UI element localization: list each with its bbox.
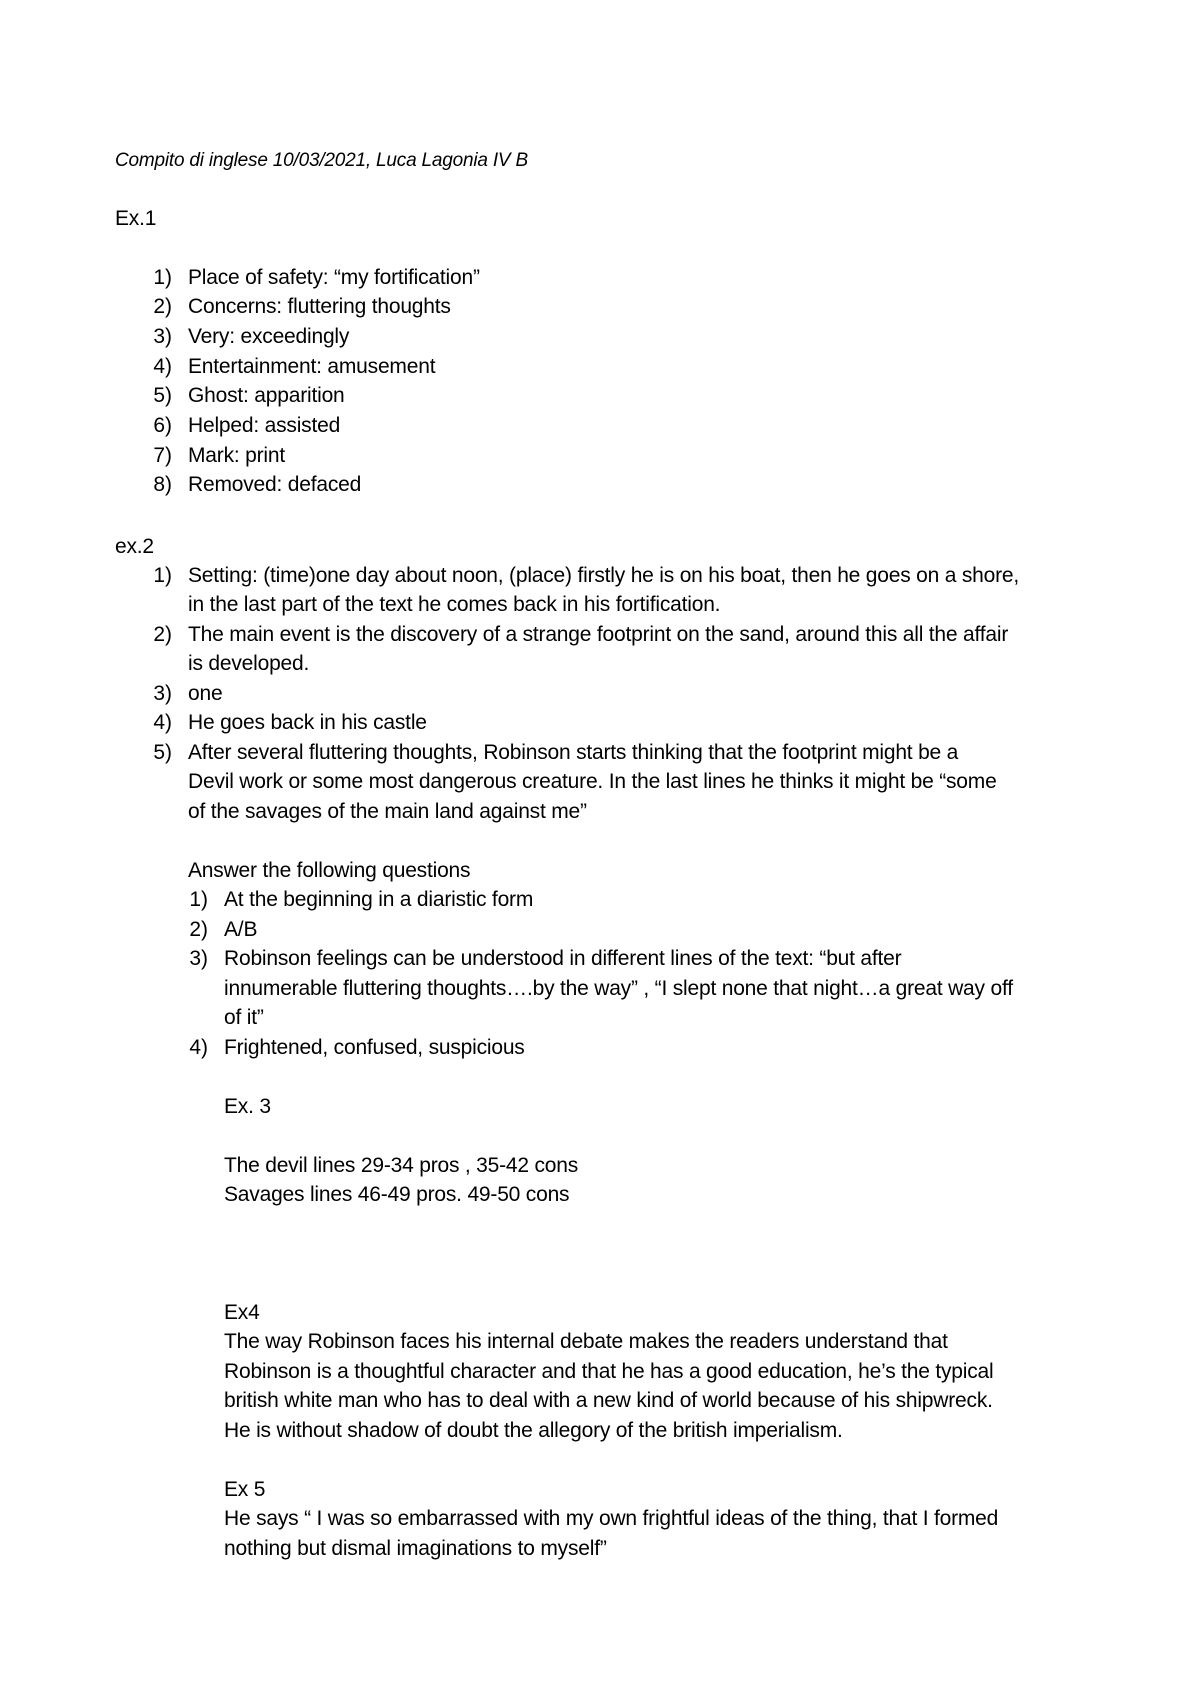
ex1-item-8-number: 8) [153, 473, 172, 496]
ex5-line-2: nothing but dismal imaginations to myself” [224, 1537, 607, 1560]
ex3-line-1: The devil lines 29-34 pros , 35-42 cons [224, 1154, 579, 1177]
question-3-number: 3) [189, 947, 208, 970]
question-3-line-2: innumerable fluttering thoughts….by the way” , “I slept none that night…a great way off [224, 977, 1013, 1000]
question-4-line-1: Frightened, confused, suspicious [224, 1036, 525, 1059]
ex1-item-7-text: Mark: print [188, 444, 285, 467]
ex1-item-4-number: 4) [153, 355, 172, 378]
ex1-item-1-text: Place of safety: “my fortification” [188, 266, 480, 289]
question-1-number: 1) [189, 888, 208, 911]
ex2-item-4-number: 4) [153, 711, 172, 734]
ex1-item-3-number: 3) [153, 325, 172, 348]
ex2-item-2-number: 2) [153, 623, 172, 646]
ex1-item-5-text: Ghost: apparition [188, 384, 345, 407]
ex1-item-5-number: 5) [153, 384, 172, 407]
ex4-line-4: He is without shadow of doubt the allegory of the british imperialism. [224, 1419, 843, 1442]
questions-heading: Answer the following questions [188, 859, 471, 882]
document-title: Compito di inglese 10/03/2021, Luca Lagonia IV B [115, 150, 528, 171]
ex2-heading: ex.2 [115, 535, 154, 558]
ex1-item-1-number: 1) [153, 266, 172, 289]
ex1-item-8-text: Removed: defaced [188, 473, 362, 496]
ex5-heading: Ex 5 [224, 1478, 266, 1501]
ex2-item-3-number: 3) [153, 682, 172, 705]
ex2-item-2-line-1: The main event is the discovery of a strange footprint on the sand, around this all the affair [188, 623, 1009, 646]
question-3-line-3: of it” [224, 1006, 264, 1029]
ex2-item-5-line-2: Devil work or some most dangerous creature. In the last lines he thinks it might be “some [188, 770, 997, 793]
ex2-item-1-line-2: in the last part of the text he comes back in his fortification. [188, 593, 721, 616]
ex1-item-2-number: 2) [153, 295, 172, 318]
question-2-line-1: A/B [224, 918, 258, 941]
question-2-number: 2) [189, 918, 208, 941]
ex1-item-2-text: Concerns: fluttering thoughts [188, 295, 451, 318]
ex1-item-7-number: 7) [153, 444, 172, 467]
ex1-item-6-text: Helped: assisted [188, 414, 341, 437]
question-3-line-1: Robinson feelings can be understood in different lines of the text: “but after [224, 947, 902, 970]
ex1-item-3-text: Very: exceedingly [188, 325, 350, 348]
ex2-item-5-number: 5) [153, 741, 172, 764]
ex4-line-1: The way Robinson faces his internal debate makes the readers understand that [224, 1330, 948, 1353]
ex2-item-5-line-3: of the savages of the main land against me” [188, 800, 587, 823]
ex4-line-2: Robinson is a thoughtful character and that he has a good education, he’s the typical [224, 1360, 994, 1383]
ex4-heading: Ex4 [224, 1301, 260, 1324]
ex2-item-1-line-1: Setting: (time)one day about noon, (place) firstly he is on his boat, then he goes on a shore, [188, 564, 1020, 587]
ex2-item-4-line-1: He goes back in his castle [188, 711, 427, 734]
ex5-line-1: He says “ I was so embarrassed with my own frightful ideas of the thing, that I formed [224, 1507, 999, 1530]
ex2-item-2-line-2: is developed. [188, 652, 310, 675]
ex1-item-6-number: 6) [153, 414, 172, 437]
ex4-line-3: british white man who has to deal with a new kind of world because of his shipwreck. [224, 1389, 993, 1412]
ex3-heading: Ex. 3 [224, 1095, 271, 1118]
ex1-heading: Ex.1 [115, 207, 157, 230]
question-1-line-1: At the beginning in a diaristic form [224, 888, 534, 911]
ex3-line-2: Savages lines 46-49 pros. 49-50 cons [224, 1183, 570, 1206]
ex2-item-1-number: 1) [153, 564, 172, 587]
ex2-item-5-line-1: After several fluttering thoughts, Robinson starts thinking that the footprint might be a [188, 741, 959, 764]
ex2-item-3-line-1: one [188, 682, 223, 705]
ex1-item-4-text: Entertainment: amusement [188, 355, 436, 378]
question-4-number: 4) [189, 1036, 208, 1059]
